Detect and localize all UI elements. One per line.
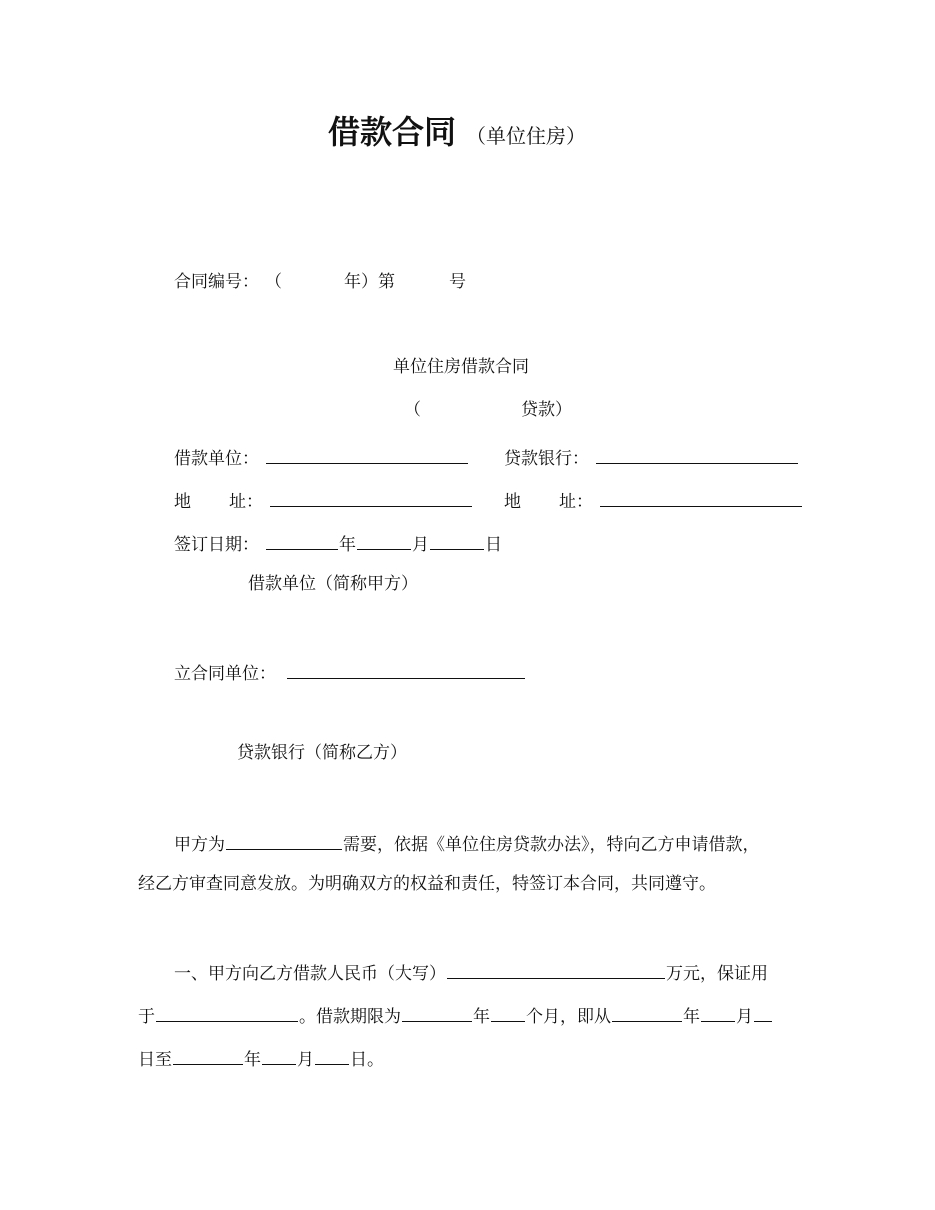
- clause1-l2-b: 。借款期限为: [299, 1007, 401, 1027]
- borrower-field[interactable]: [266, 446, 468, 464]
- address-a-char1: 地: [174, 492, 191, 512]
- clause1-l2-c: 年: [473, 1007, 490, 1027]
- address-a-field[interactable]: [270, 489, 472, 507]
- contract-number-no: 号: [449, 272, 466, 292]
- bank-field[interactable]: [596, 446, 798, 464]
- clause1-text-a: 一、甲方向乙方借款人民币（大写）: [174, 964, 446, 984]
- address-b-char1: 地: [504, 492, 521, 512]
- term-month-field[interactable]: [491, 1004, 525, 1022]
- clause1-l2-f: 月: [736, 1007, 753, 1027]
- para1-line2: 经乙方审查同意发放。为明确双方的权益和责任，特签订本合同，共同遵守。: [138, 874, 716, 894]
- end-day-field[interactable]: [315, 1047, 349, 1065]
- clause1-l3-a: 日至: [138, 1050, 172, 1070]
- clause1-line1: [174, 961, 768, 983]
- party-a: 借款单位（简称甲方）: [248, 574, 418, 594]
- clause1-line3: [138, 1047, 384, 1069]
- title-sub: （单位住房）: [466, 124, 587, 148]
- clause1-line2: [138, 1004, 773, 1026]
- address-b-field[interactable]: [600, 489, 802, 507]
- loan-type-line: [404, 402, 572, 419]
- title-main: 借款合同: [328, 113, 457, 151]
- clause1-l2-a: 于: [138, 1007, 155, 1027]
- party-b: 贷款银行（简称乙方）: [237, 743, 407, 763]
- sign-date-line: [174, 532, 502, 554]
- loan-type-close: 贷款）: [521, 400, 572, 420]
- contract-number-line: [174, 274, 466, 291]
- signer-label: 立合同单位：: [174, 664, 276, 684]
- signer-field[interactable]: [287, 661, 525, 679]
- bank-line: [504, 446, 799, 468]
- document-title: [328, 113, 587, 151]
- address-a-line: [174, 489, 473, 511]
- sign-year-field[interactable]: [266, 532, 338, 550]
- end-month-field[interactable]: [262, 1047, 296, 1065]
- clause1-l3-c: 月: [297, 1050, 314, 1070]
- purpose-need-field[interactable]: [226, 832, 342, 850]
- clause1-l3-d: 日。: [350, 1050, 384, 1070]
- para1-text-a: 甲方为: [174, 835, 225, 855]
- sign-month-unit: 月: [412, 535, 429, 555]
- address-a-char2: 址：: [229, 492, 263, 512]
- address-b-char2: 址：: [559, 492, 593, 512]
- end-year-field[interactable]: [173, 1047, 243, 1065]
- para1-text-b: 需要，依据《单位住房贷款办法》，特向乙方申请借款，: [343, 835, 760, 855]
- center-title: 单位住房借款合同: [393, 357, 529, 377]
- clause1-text-b: 万元，保证用: [666, 964, 768, 984]
- contract-number-year: 年）第: [344, 272, 395, 292]
- signer-line: [174, 661, 526, 683]
- start-month-field[interactable]: [701, 1004, 735, 1022]
- clause1-l3-b: 年: [244, 1050, 261, 1070]
- sign-year-unit: 年: [339, 535, 356, 555]
- term-year-field[interactable]: [402, 1004, 472, 1022]
- contract-number-label: 合同编号：: [174, 272, 259, 292]
- contract-number-open: （: [265, 272, 282, 292]
- usage-field[interactable]: [156, 1004, 298, 1022]
- clause1-l2-e: 年: [683, 1007, 700, 1027]
- borrower-label: 借款单位：: [174, 449, 259, 469]
- sign-day-unit: 日: [485, 535, 502, 555]
- borrower-line: [174, 446, 469, 468]
- amount-field[interactable]: [447, 961, 665, 979]
- address-b-line: [504, 489, 803, 511]
- sign-month-field[interactable]: [357, 532, 411, 550]
- loan-type-open: （: [404, 400, 421, 420]
- para1-line1: [174, 832, 760, 854]
- bank-label: 贷款银行：: [504, 449, 589, 469]
- start-year-field[interactable]: [612, 1004, 682, 1022]
- sign-date-label: 签订日期：: [174, 535, 259, 555]
- start-day-field[interactable]: [754, 1004, 772, 1022]
- sign-day-field[interactable]: [430, 532, 484, 550]
- clause1-l2-d: 个月，即从: [526, 1007, 611, 1027]
